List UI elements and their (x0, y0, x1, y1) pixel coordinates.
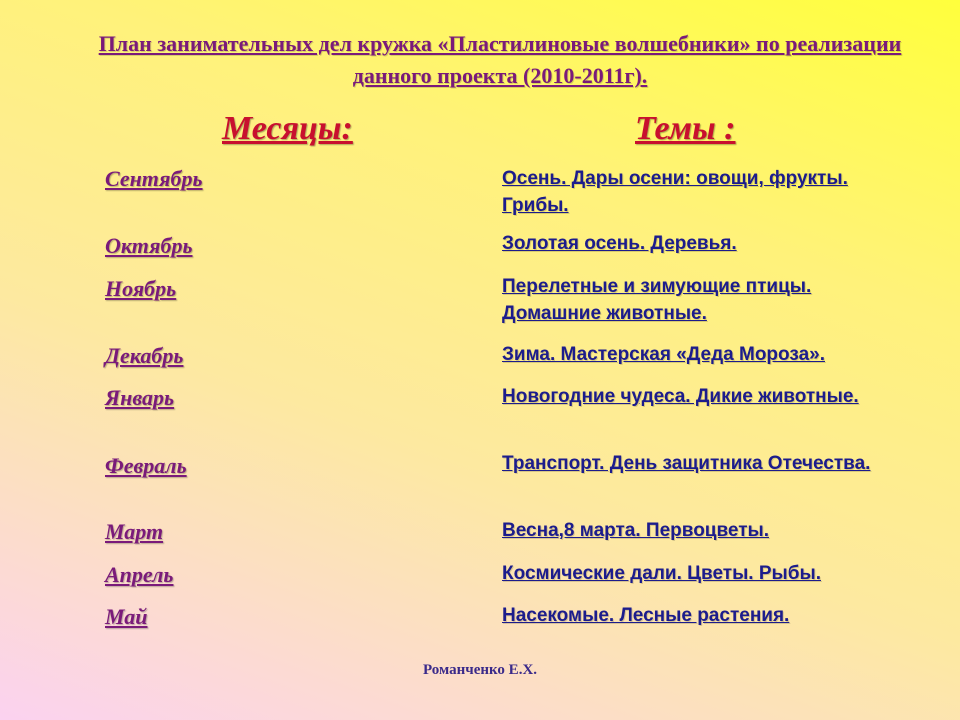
topic-may: Насекомые. Лесные растения. (502, 605, 790, 626)
months-header: Месяцы: (222, 110, 353, 147)
month-may: Май (105, 604, 148, 629)
topic-december: Зима. Мастерская «Деда Мороза». (502, 344, 825, 365)
author-signature: Романченко Е.Х. (422, 662, 538, 678)
month-february: Февраль (105, 453, 187, 478)
month-october: Октябрь (105, 233, 193, 258)
month-january: Январь (105, 385, 175, 410)
topic-september: Осень. Дары осени: овощи, фрукты. Грибы. (502, 168, 848, 216)
topic-april: Космические дали. Цветы. Рыбы. (502, 563, 821, 584)
topic-november: Перелетные и зимующие птицы. Домашние животные. (502, 276, 812, 324)
month-december: Декабрь (105, 343, 184, 368)
topic-october: Золотая осень. Деревья. (502, 233, 737, 254)
page-title: План занимательных дел кружка «Пластилиновые волшебники» по реализации данного проекта (2010-2011г). (98, 31, 902, 88)
topics-header: Темы : (635, 110, 736, 147)
topic-january: Новогодние чудеса. Дикие животные. (502, 386, 859, 407)
month-april: Апрель (105, 562, 174, 587)
topic-february: Транспорт. День защитника Отечества. (502, 453, 871, 474)
month-september: Сентябрь (105, 166, 203, 191)
topic-march: Весна,8 марта. Первоцветы. (502, 520, 770, 541)
month-march: Март (105, 519, 164, 544)
month-november: Ноябрь (105, 276, 177, 301)
